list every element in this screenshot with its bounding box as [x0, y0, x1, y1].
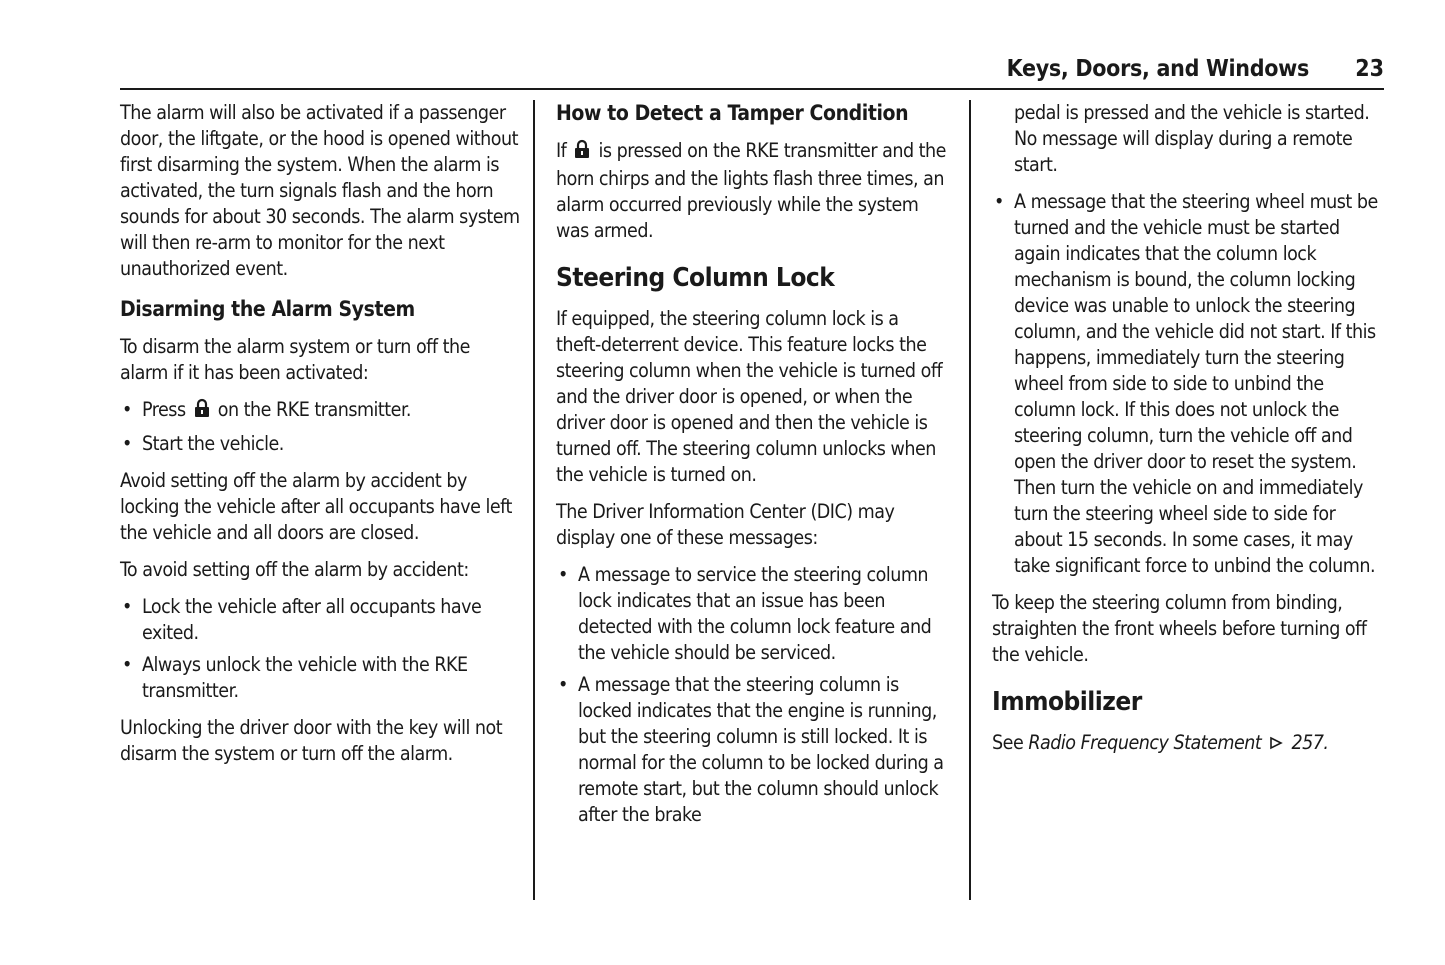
bullet: •: [558, 563, 568, 586]
paragraph: To keep the steering column from binding, straighten the front wheels before turning off the vehicle.: [992, 591, 1367, 666]
paragraph: The Driver Information Center (DIC) may display one of these messages:: [556, 500, 895, 549]
bullet-list: [556, 562, 948, 828]
heading-tamper-condition: How to Detect a Tamper Condition: [556, 101, 909, 125]
lock-icon: [194, 398, 210, 425]
column-divider: [969, 100, 971, 900]
bullet-list: [120, 397, 520, 457]
page-reference-icon: [1269, 731, 1283, 757]
column-divider: [533, 100, 535, 900]
bullet-list: [120, 594, 520, 704]
list-item: • Press on the RKE transmitter.: [120, 397, 520, 425]
list-item-continued: pedal is pressed and the vehicle is started. No message will display during a remote start.: [1014, 101, 1370, 176]
paragraph: To avoid setting off the alarm by accident:: [120, 558, 469, 581]
heading-immobilizer: Immobilizer: [992, 687, 1142, 717]
bullet: •: [122, 432, 132, 455]
paragraph: Avoid setting off the alarm by accident by locking the vehicle after all occupants have left the vehicle and all doors are closed.: [120, 469, 512, 544]
paragraph: Unlocking the driver door with the key will not disarm the system or turn off the alarm.: [120, 716, 503, 765]
paragraph: If is pressed on the RKE transmitter and the horn chirps and the lights flash three times, an alarm occurred previously while the system was armed.: [556, 139, 946, 242]
bullet: •: [122, 653, 132, 676]
paragraph: The alarm will also be activated if a passenger door, the liftgate, or the hood is opened without first disarming the system. When the alarm is activated, the turn signals flash and the horn sounds for about 30 seconds. The alarm system will then re-arm to monitor for the next unauthorized event.: [120, 101, 520, 280]
list-item: • Always unlock the vehicle with the RKE transmitter.: [122, 653, 468, 702]
list-item: • A message that the steering column is locked indicates that the engine is running, but the steering column is still locked. It is normal for the column to be locked during a remote start, but the column should unlock after the brake: [558, 673, 944, 826]
cross-reference: See Radio Frequency Statement 257.: [992, 730, 1388, 757]
list-item: • Start the vehicle.: [122, 432, 284, 455]
page-header: [120, 50, 1384, 90]
lock-icon: [574, 139, 590, 166]
bullet: •: [122, 595, 132, 618]
column-1: [120, 100, 520, 778]
column-2: [556, 100, 948, 839]
bullet-list: [992, 100, 1388, 579]
section-title: Keys, Doors, and Windows: [1006, 56, 1309, 82]
reference-link[interactable]: Radio Frequency Statement: [1028, 731, 1262, 754]
paragraph: If equipped, the steering column lock is a theft-deterrent device. This feature locks the steering column when the vehicle is turned off and the driver door is opened, or when the driver door is opened and then the vehicle is turned off. The steering column unlocks when the vehicle is turned on.: [556, 307, 943, 486]
column-3: [992, 100, 1388, 768]
list-item: • Lock the vehicle after all occupants have exited.: [122, 595, 482, 644]
list-item: • A message that the steering wheel must be turned and the vehicle must be started again indicates that the column lock mechanism is bound, the column locking device was unable to unlock the steering column, and the vehicle did not start. If this happens, immediately turn the steering wheel from side to side to unbind the column lock. If this does not unlock the steering column, turn the vehicle off and open the driver door to reset the system. Then turn the vehicle on and immediately turn the steering wheel side to side for about 15 seconds. In some cases, it may take significant force to unbind the column.: [994, 190, 1378, 577]
bullet: •: [994, 190, 1004, 213]
reference-page[interactable]: 257.: [1291, 731, 1329, 754]
heading-steering-column-lock: Steering Column Lock: [556, 263, 835, 293]
list-item: • A message to service the steering column lock indicates that an issue has been detected with the column lock feature and the vehicle should be serviced.: [558, 563, 932, 664]
bullet: •: [558, 673, 568, 696]
page-number: 23: [1355, 56, 1384, 82]
heading-disarming-alarm: Disarming the Alarm System: [120, 297, 415, 321]
bullet: •: [122, 398, 132, 421]
paragraph: To disarm the alarm system or turn off the alarm if it has been activated:: [120, 335, 470, 384]
